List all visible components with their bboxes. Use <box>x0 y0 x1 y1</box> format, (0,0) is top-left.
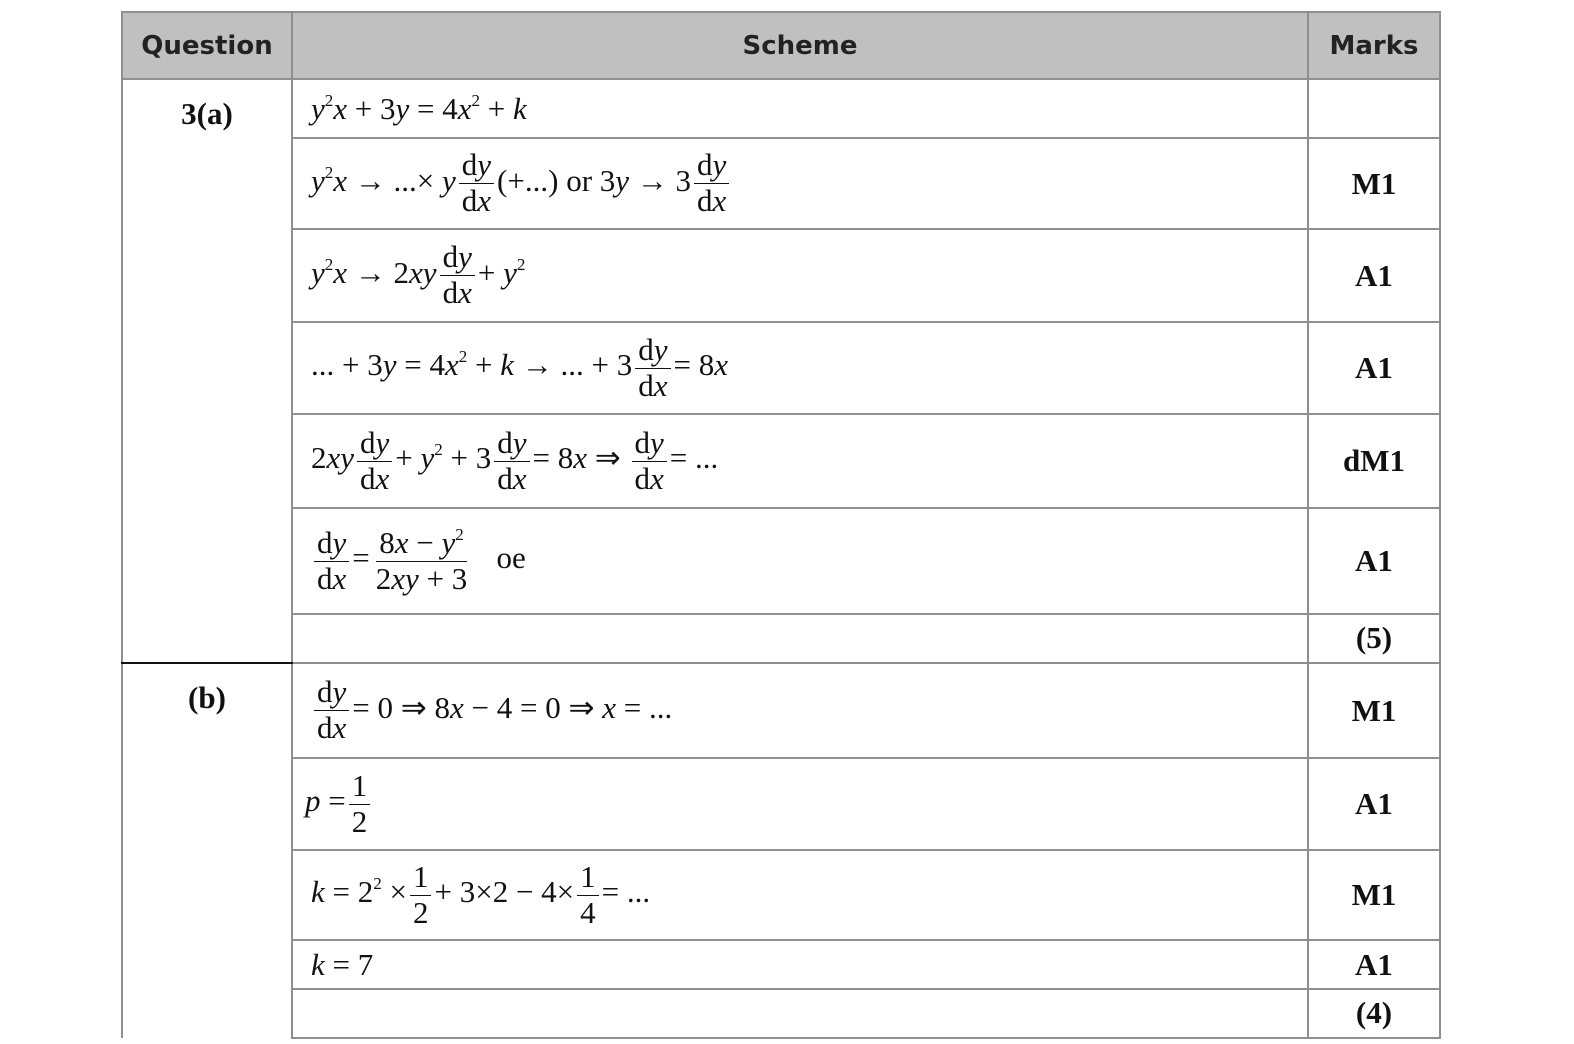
scheme-cell <box>292 663 1308 758</box>
table-row <box>122 508 1440 614</box>
scheme-cell <box>292 850 1308 940</box>
mark-cell: M1 <box>1308 663 1440 758</box>
oe-note: oe <box>496 540 526 576</box>
scheme-cell <box>292 414 1308 508</box>
equation: k = 7 <box>311 946 374 982</box>
mark-cell: A1 <box>1308 508 1440 614</box>
table-row <box>122 138 1440 229</box>
equation: ... + $3y = 4x^2 + k$ → ... + 3 $\frac{dy}{dx}$ = 8x <box>311 331 728 403</box>
scheme-cell <box>292 138 1308 229</box>
subtotal-mark: (5) <box>1308 614 1440 663</box>
scheme-cell-empty <box>292 989 1308 1038</box>
scheme-cell <box>292 79 1308 138</box>
scheme-cell <box>292 322 1308 414</box>
question-label-b: (b) <box>122 663 292 1038</box>
mark-cell: M1 <box>1308 850 1440 940</box>
equation: $y^2x + 3y = 4x^2 + k$ <box>311 90 527 126</box>
mark-scheme <box>121 11 1439 1039</box>
question-header: Question <box>122 12 292 79</box>
scheme-cell-empty <box>292 614 1308 663</box>
mark-cell: M1 <box>1308 138 1440 229</box>
equation: $\frac{dy}{dx}$ = 0 ⇒ 8x − 4 = 0 ⇒ x = ... <box>311 690 672 725</box>
mark-cell: A1 <box>1308 758 1440 850</box>
table-row <box>122 414 1440 508</box>
equation: 2xy $\frac{dy}{dx}$ + $y^2 + 3$ $\frac{dy}{dx}$ = 8x ⇒ $\frac{dy}{dx}$ = ... <box>311 424 719 496</box>
header-row <box>122 12 1440 79</box>
mark-cell <box>1308 79 1440 138</box>
table-row <box>122 79 1440 138</box>
subtotal-mark: (4) <box>1308 989 1440 1038</box>
mark-cell: A1 <box>1308 322 1440 414</box>
table-row <box>122 229 1440 322</box>
scheme-cell <box>292 229 1308 322</box>
question-label-3a: 3(a) <box>122 79 292 663</box>
equation: $y^2x \to 2xy$ $\frac{dy}{dx}$ + $y^2$ <box>311 239 526 310</box>
equation: $y^2x$ → ...× y $\frac{dy}{dx}$ (+...) or 3y → 3 $\frac{dy}{dx}$ <box>311 163 732 198</box>
mark-cell: A1 <box>1308 229 1440 322</box>
scheme-header: Scheme <box>292 12 1308 79</box>
table-row <box>122 322 1440 414</box>
table-row <box>122 850 1440 940</box>
mark-cell: dM1 <box>1308 414 1440 508</box>
equation: $k = 2^2$ × $\frac{1}{2}$ + 3×2 − 4× $\frac{1}{4}$ = ... <box>311 858 651 930</box>
equation: p = $\frac{1}{2}$ <box>305 783 373 818</box>
mark-scheme-table <box>121 11 1441 1039</box>
table-row <box>122 940 1440 989</box>
table-row <box>122 758 1440 850</box>
scheme-cell <box>292 508 1308 614</box>
scheme-cell <box>292 758 1308 850</box>
marks-header: Marks <box>1308 12 1440 79</box>
table-row <box>122 663 1440 758</box>
scheme-cell <box>292 940 1308 989</box>
or-word: or <box>566 162 593 198</box>
equation: $\frac{dy}{dx}$ = $\frac{8x - y^2}{2xy + 3}$ oe <box>311 540 526 575</box>
table-row <box>122 989 1440 1038</box>
table-row <box>122 614 1440 663</box>
mark-cell: A1 <box>1308 940 1440 989</box>
